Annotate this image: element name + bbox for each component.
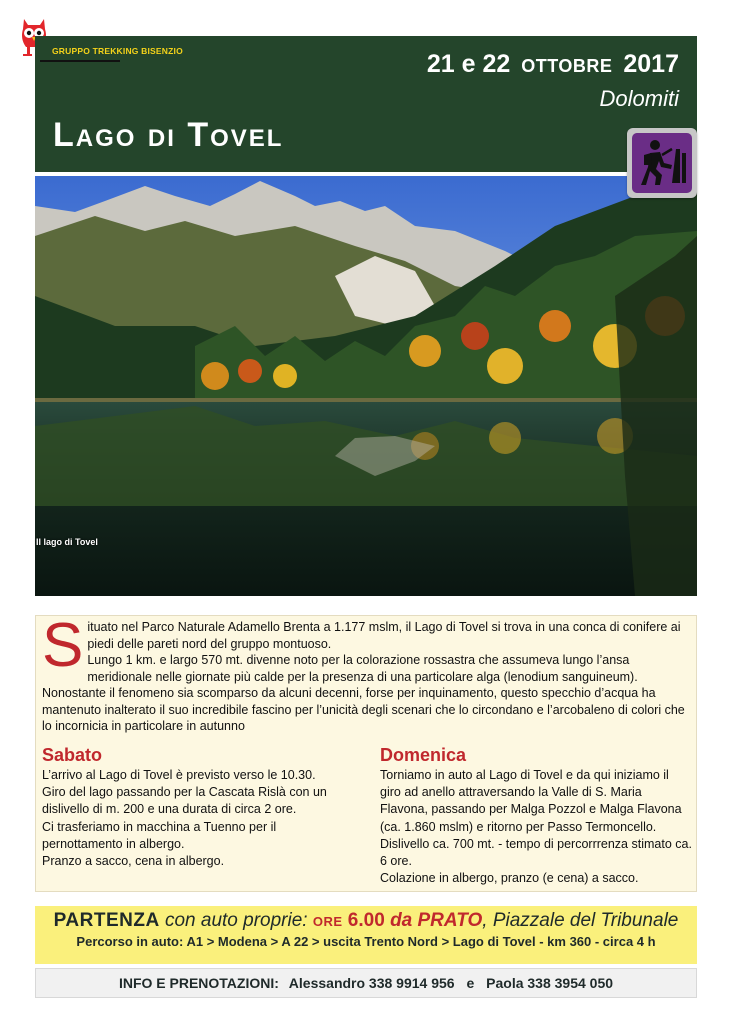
lake-landscape-image [35,176,697,596]
logo-underline [40,60,120,62]
departure-box [35,906,697,964]
drop-cap: S [42,611,84,680]
saturday-line: Ci trasferiamo in macchina a Tuenno per il pernottamento in albergo. [42,819,277,851]
sunday-line: Colazione in albergo, pranzo (e cena) a sacco. [380,871,639,886]
hiker-icon [632,133,692,193]
date-month: OTTOBRE [521,56,613,76]
club-name: GRUPPO TREKKING BISENZIO [52,46,183,56]
intro-line: ituato nel Parco Naturale Adamello Brenta a 1.177 mslm, il Lago di Tovel si trova in una conca di conifere ai piedi delle pareti nord del gruppo montuoso. [87,620,681,651]
date-days: 21 e 22 [426,50,511,78]
departure-route: Percorso in auto: A1 > Modena > A 22 > uscita Trento Nord > Lago di Tovel - km 360 - circa 4 h [76,934,656,949]
event-dates [427,50,679,79]
difficulty-badge [627,128,697,198]
departure-lead: PARTENZA [53,910,160,931]
sunday-line: Torniamo in auto al Lago di Tovel e da qui iniziamo il giro ad anello attraversando la Valle di S. Maria Flavona, passando per Malga Pozzol e Malga Flavona (ca. 1.860 mslm) e ritorno per Passo Termoncello. [380,768,682,834]
departure-from: da PRATO [390,910,483,931]
saturday-heading: Sabato [42,745,103,765]
contact-joiner: e [466,975,475,991]
lake-photo [35,176,697,596]
header-banner [35,36,697,172]
departure-time-label: ORE [312,914,343,929]
departure-time: 6.00 [347,910,385,931]
info-label: INFO E PRENOTAZIONI: [118,975,279,991]
sunday-heading: Domenica [380,745,467,765]
sunday-program [380,744,692,887]
departure-line [35,910,697,932]
intro-line: Lungo 1 km. e largo 570 mt. divenne noto per la colorazione rossastra che assumeva lungo l’ansa meridionale nelle giornate più calde per la presenza di una particolare alga (lenodium sanguineum). [87,653,638,684]
photo-caption: Il lago di Tovel [36,537,98,547]
contact-alessandro[interactable]: Alessandro 338 9914 956 [288,975,455,991]
page-title: Lago di Tovel [53,116,284,154]
description-box [35,611,697,892]
intro-text [42,611,692,735]
saturday-line: L’arrivo al Lago di Tovel è previsto verso le 10.30. [42,768,316,782]
region-label: Dolomiti [599,86,679,111]
saturday-line: Pranzo a sacco, cena in albergo. [42,854,225,869]
intro-line: Nonostante il fenomeno sia scomparso da alcuni decenni, forse per inquinamento, questo specchio d’acqua ha mantenuto inalterato il suo incredibile fascino per l’unicità degli scenari che lo circondano e l’arcobaleno di colori che lo incornicia in particolare in autunno [42,686,685,733]
info-bar [35,968,697,998]
departure-means: con auto proprie: [164,910,308,931]
saturday-line: Giro del lago passando per la Cascata Rislà con un dislivello di m. 200 e una durata di circa 2 ore. [42,785,327,817]
departure-place: , Piazzale del Tribunale [482,910,679,931]
saturday-program [42,744,352,870]
sunday-line: Dislivello ca. 700 mt. - tempo di percorrrenza stimato ca. 6 ore. [380,836,692,869]
date-year: 2017 [623,50,679,78]
contact-paola[interactable]: Paola 338 3954 050 [486,975,614,991]
